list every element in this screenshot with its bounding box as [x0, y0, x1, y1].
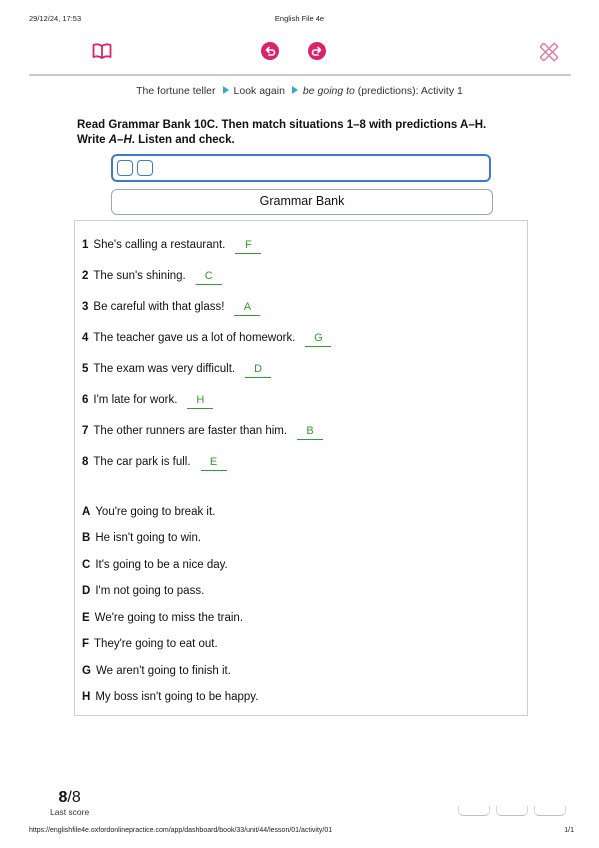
score-total: /8: [67, 789, 81, 806]
prediction-letter: F: [82, 638, 90, 650]
prediction-text: He isn't going to win.: [95, 532, 202, 544]
exercise-panel: [74, 220, 528, 716]
instructions-line-2-pre: Write: [77, 134, 109, 146]
prediction-text: It's going to be a nice day.: [95, 559, 228, 571]
breadcrumb: [0, 85, 599, 97]
prediction-letter: B: [82, 532, 91, 544]
score-display: [50, 789, 89, 817]
breadcrumb-arrow-icon: [223, 86, 229, 94]
score-label: Last score: [50, 807, 90, 817]
answer-slot[interactable]: [117, 160, 133, 176]
answer-input-bar[interactable]: [111, 154, 491, 182]
instructions-line-2-em: A–H: [108, 134, 132, 146]
answer-slot[interactable]: [137, 160, 153, 176]
situation-text: I'm late for work.: [93, 394, 178, 406]
nav-tab[interactable]: [534, 806, 566, 816]
print-date: 29/12/24, 17:53: [29, 14, 82, 23]
score-number: 8: [58, 789, 68, 806]
prediction-letter: D: [82, 585, 91, 597]
situation-item: [82, 267, 222, 285]
prediction-letter: E: [82, 612, 90, 624]
answer-gap[interactable]: H: [187, 393, 213, 409]
prediction-text: We aren't going to finish it.: [95, 665, 231, 677]
print-header: [0, 14, 599, 26]
prediction-item: [82, 662, 231, 680]
answer-gap[interactable]: A: [234, 300, 260, 316]
situation-number: 6: [82, 394, 89, 406]
situation-text: The exam was very difficult.: [93, 363, 236, 375]
pen-ruler-icon[interactable]: [537, 40, 561, 64]
answer-gap[interactable]: F: [235, 238, 261, 254]
nav-tab[interactable]: [458, 806, 490, 816]
prediction-item: [82, 529, 201, 547]
answer-gap[interactable]: G: [305, 331, 331, 347]
prediction-item: [82, 635, 218, 653]
situation-number: 1: [82, 239, 89, 251]
breadcrumb-item-activity-em: be going to: [302, 85, 355, 97]
situation-item: [82, 422, 323, 440]
prediction-letter: G: [82, 665, 91, 677]
situation-item: [82, 453, 227, 471]
situation-item: [82, 298, 260, 316]
situation-number: 5: [82, 363, 89, 375]
answer-gap[interactable]: E: [201, 455, 227, 471]
situation-text: She's calling a restaurant.: [93, 239, 226, 251]
print-page-number: 1/1: [564, 827, 574, 834]
situation-item: [82, 236, 261, 254]
situation-text: The car park is full.: [93, 456, 191, 468]
situation-text: Be careful with that glass!: [93, 301, 225, 313]
breadcrumb-item-activity: (predictions): Activity 1: [354, 85, 463, 97]
breadcrumb-item-look-again[interactable]: Look again: [233, 85, 285, 97]
prediction-text: We're going to miss the train.: [94, 612, 244, 624]
breadcrumb-item-fortune-teller[interactable]: The fortune teller: [136, 85, 216, 97]
answer-gap[interactable]: B: [297, 424, 323, 440]
situation-item: [82, 329, 331, 347]
situation-text: The teacher gave us a lot of homework.: [93, 332, 296, 344]
situation-number: 2: [82, 270, 89, 282]
prediction-text: You're going to break it.: [95, 506, 216, 518]
print-url: https://englishfile4e.oxfordonlinepractice.com/app/dashboard/book/33/unit/44/lesson/01/activity/01: [29, 827, 333, 834]
answer-gap[interactable]: C: [196, 269, 222, 285]
instructions-line-2: [77, 133, 537, 148]
breadcrumb-arrow-icon: [292, 86, 298, 94]
grammar-bank-button[interactable]: Grammar Bank: [111, 189, 493, 215]
prediction-item: [82, 503, 215, 521]
prediction-item: [82, 582, 204, 600]
nav-tab[interactable]: [496, 806, 528, 816]
prediction-text: My boss isn't going to be happy.: [95, 691, 259, 703]
prediction-item: [82, 609, 243, 627]
situation-number: 8: [82, 456, 89, 468]
print-footer: [29, 827, 574, 834]
redo-icon[interactable]: [308, 42, 326, 60]
open-book-icon[interactable]: [91, 41, 113, 61]
instructions-line-2-post: . Listen and check.: [131, 134, 235, 146]
prediction-letter: A: [82, 506, 91, 518]
situation-item: [82, 360, 271, 378]
prediction-item: [82, 556, 228, 574]
instructions-line-1: Read Grammar Bank 10C. Then match situations 1–8 with predictions A–H.: [77, 119, 487, 131]
situation-number: 7: [82, 425, 89, 437]
print-title: English File 4e: [274, 14, 325, 23]
prediction-letter: C: [82, 559, 91, 571]
situation-number: 4: [82, 332, 89, 344]
situation-text: The other runners are faster than him.: [93, 425, 288, 437]
situation-number: 3: [82, 301, 89, 313]
prediction-text: They're going to eat out.: [94, 638, 218, 650]
answer-gap[interactable]: D: [245, 362, 271, 378]
score-value: [50, 789, 89, 807]
situation-text: The sun's shining.: [93, 270, 186, 282]
situation-item: [82, 391, 213, 409]
prediction-letter: H: [82, 691, 91, 703]
undo-icon[interactable]: [261, 42, 279, 60]
instructions: [77, 118, 537, 148]
toolbar: [29, 32, 571, 76]
prediction-item: [82, 688, 258, 706]
prediction-text: I'm not going to pass.: [95, 585, 205, 597]
